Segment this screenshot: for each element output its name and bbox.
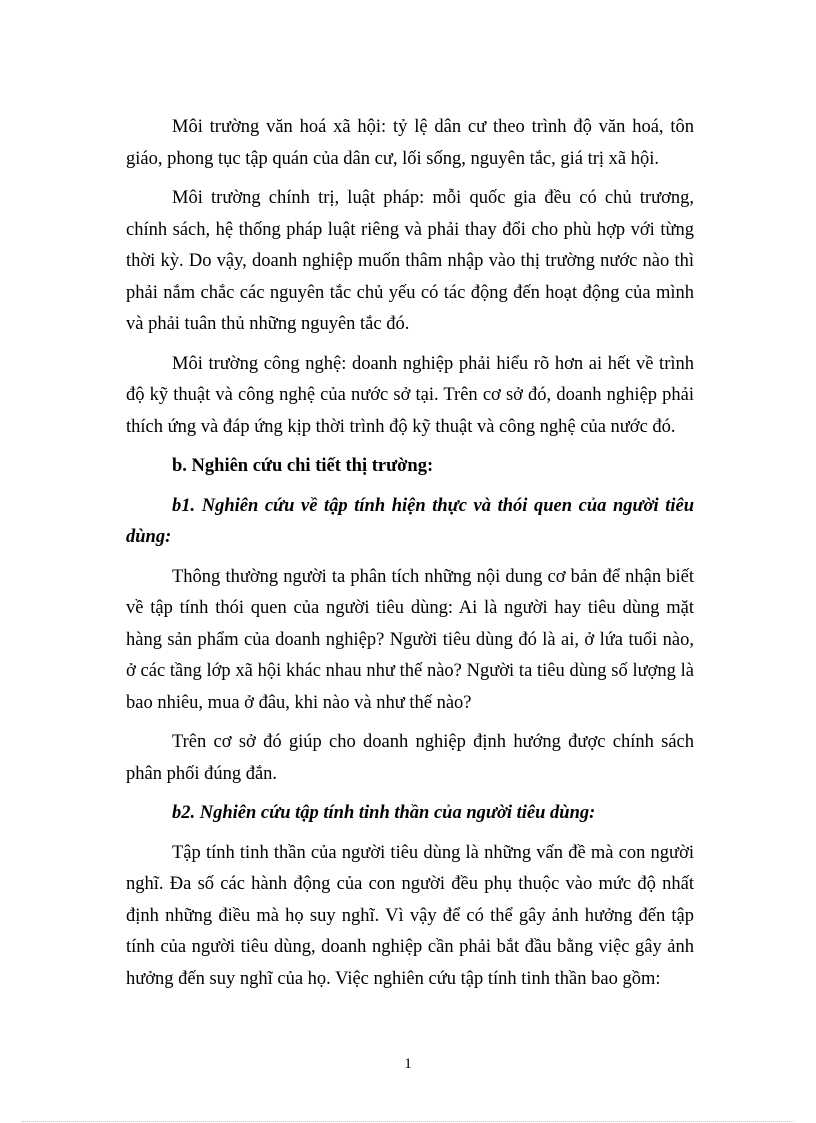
subsection-heading-b2: b2. Nghiên cứu tập tính tinh thần của người tiêu dùng: xyxy=(172,803,596,823)
page-number: 1 xyxy=(404,1056,412,1072)
paragraph-distribution-policy: Trên cơ sở đó giúp cho doanh nghiệp định hướng được chính sách phân phối đúng đắn. xyxy=(126,732,694,784)
paragraph-political-legal-environment: Môi trường chính trị, luật pháp: mỗi quốc gia đều có chủ trương, chính sách, hệ thống pháp luật riêng và phải thay đổi cho phù hợp với từng thời kỳ. Do vậy, doanh nghiệp muốn thâm nhập vào thị trường nước nào thì phải nắm chắc các nguyên tắc chủ yếu có tác động đến hoạt động của mình và phải tuân thủ những nguyên tắc đó. xyxy=(126,188,694,334)
paragraph-consumer-mindset: Tập tính tinh thần của người tiêu dùng là những vấn đề mà con người nghĩ. Đa số các hành động của con người đều phụ thuộc vào mức độ nhất định những điều mà họ suy nghĩ. Vì vậy để có thể gây ảnh hưởng đến tập tính của người tiêu dùng, doanh nghiệp cần phải bắt đầu bằng việc gây ảnh hưởng đến suy nghĩ của họ. Việc nghiên cứu tập tính tinh thần bao gồm: xyxy=(126,842,694,989)
section-heading-detailed-market-research: b. Nghiên cứu chi tiết thị trường: xyxy=(172,456,434,476)
paragraph-cultural-environment: Môi trường văn hoá xã hội: tỷ lệ dân cư theo trình độ văn hoá, tôn giáo, phong tục tập quán của dân cư, lối sống, nguyên tắc, giá trị xã hội. xyxy=(126,117,694,169)
subsection-heading-b1: b1. Nghiên cứu về tập tính hiện thực và thói quen của người tiêu dùng: xyxy=(126,495,694,547)
paragraph-technology-environment: Môi trường công nghệ: doanh nghiệp phải hiểu rõ hơn ai hết về trình độ kỹ thuật và công nghệ của nước sở tại. Trên cơ sở đó, doanh nghiệp phải thích ứng và đáp ứng kịp thời trình độ kỹ thuật và công nghệ của nước đó. xyxy=(126,353,694,437)
document-body xyxy=(126,112,694,1003)
paragraph-consumer-habits: Thông thường người ta phân tích những nội dung cơ bản để nhận biết về tập tính thói quen của người tiêu dùng: Ai là người hay tiêu dùng mặt hàng sản phẩm của doanh nghiệp? Người tiêu dùng đó là ai, ở lứa tuổi nào, ở các tầng lớp xã hội khác nhau như thế nào? Người ta tiêu dùng số lượng là bao nhiêu, mua ở đâu, khi nào và như thế nào? xyxy=(126,566,694,713)
page-edge-divider xyxy=(22,1121,794,1122)
